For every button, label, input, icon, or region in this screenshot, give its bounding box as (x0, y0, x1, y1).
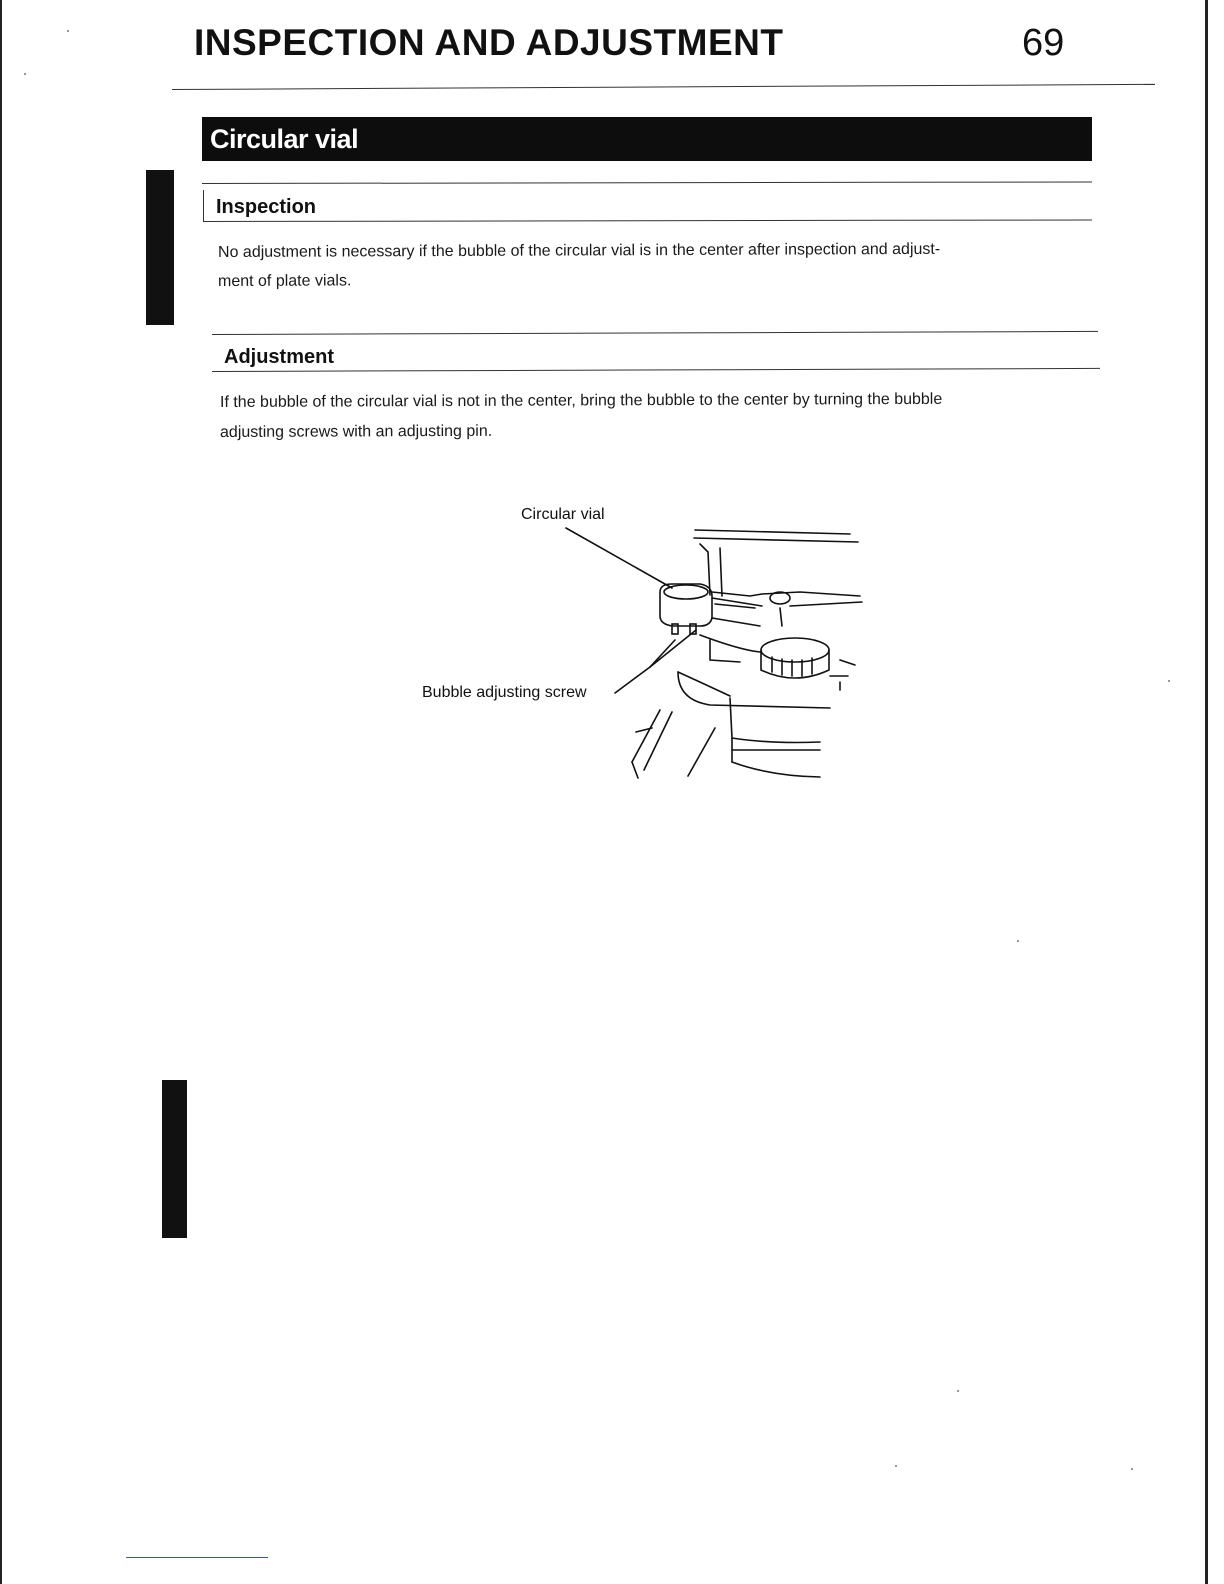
page-header-title: INSPECTION AND ADJUSTMENT (194, 22, 784, 63)
page-number: 69 (1022, 22, 1065, 64)
circular-vial-leader (566, 528, 672, 588)
scan-speck (1168, 680, 1170, 682)
inspection-bracket (203, 190, 204, 222)
screw-leader-1 (615, 640, 675, 693)
adjustment-top-rule (212, 331, 1098, 335)
inspection-heading: Inspection (216, 196, 317, 218)
adjustment-heading: Adjustment (224, 346, 334, 368)
adjustment-heading-rule (212, 368, 1100, 372)
scan-speck (957, 1390, 959, 1392)
footer-link-underline (126, 1557, 268, 1558)
page-left-edge (0, 0, 2, 1584)
thumb-index-tab (146, 170, 174, 325)
scan-speck (1017, 940, 1019, 942)
section-title-bar (202, 117, 1092, 161)
adjustment-line-2: adjusting screws with an adjusting pin. (219, 422, 493, 441)
inspection-top-rule (202, 181, 1092, 184)
instrument-drawing (410, 500, 880, 790)
thumb-index-tab (162, 1080, 187, 1238)
inspection-line-2: ment of plate vials. (217, 272, 352, 290)
scan-speck (895, 1465, 897, 1467)
scan-speck (1131, 1468, 1133, 1470)
inspection-line-1: No adjustment is necessary if the bubble of the circular vial is in the center after inspection and adjust- (217, 240, 941, 261)
bubble-screw-label: Bubble adjusting screw (422, 684, 587, 701)
inspection-heading-rule (203, 219, 1092, 222)
scan-speck (24, 73, 26, 75)
circular-vial-label: Circular vial (521, 506, 605, 523)
header-divider (172, 84, 1155, 90)
section-title: Circular vial (210, 124, 359, 154)
scan-speck (67, 30, 69, 32)
instrument-figure (410, 500, 880, 790)
adjustment-line-1: If the bubble of the circular vial is not in the center, bring the bubble to the center by turning the bubble (219, 390, 943, 411)
page-right-edge (1205, 0, 1208, 1584)
screw-leader-2 (650, 630, 696, 667)
